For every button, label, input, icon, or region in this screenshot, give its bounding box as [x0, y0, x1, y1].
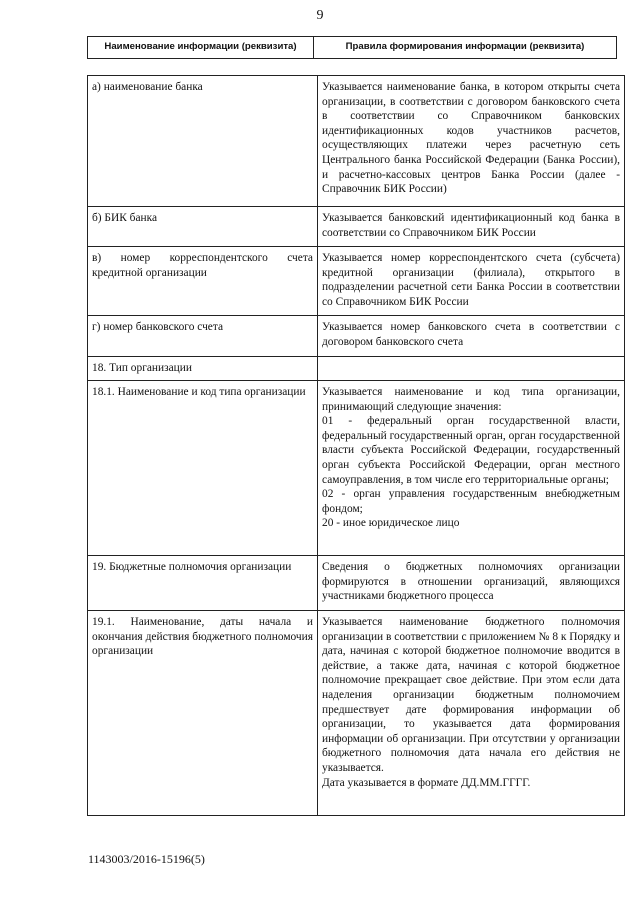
header-col-rule: Правила формирования информации (реквизита): [314, 37, 617, 59]
row-rule: Сведения о бюджетных полномочиях организации формируются в отношении организаций, являющихся участниками бюджетного процесса: [318, 556, 625, 611]
row-name: а) наименование банка: [88, 76, 318, 207]
row-name: г) номер банковского счета: [88, 316, 318, 357]
column-header-table: [87, 36, 617, 59]
row-rule: Указывается номер банковского счета в соответствии с договором банковского счета: [318, 316, 625, 357]
row-rule: Указывается наименование банка, в котором открыты счета организации, в соответствии с договором банковского счета в соответствии со Справочником банковских идентификационных кодов участников расчетов, осуществляющих платежи через расчетную сеть Центрального банка Российской Федерации (Банка России), и расчетно-кассовых центров Банка России (далее - Справочник БИК России): [318, 76, 625, 207]
row-name: 19. Бюджетные полномочия организации: [88, 556, 318, 611]
row-rule: Указывается номер корреспондентского счета (субсчета) кредитной организации (филиала), открытого в подразделении расчетной сети Банка России в соответствии со Справочником БИК России: [318, 247, 625, 316]
table-row: [88, 207, 625, 247]
row-name: 18.1. Наименование и код типа организации: [88, 381, 318, 556]
row-rule: Указывается наименование бюджетного полномочия организации в соответствии с приложением № 8 к Порядку и дата, начиная с которой бюджетное полномочие вводится в действие, а также дата, начиная с которой бюджетное полномочие прекращает свое действие. При этом если дата наделения организации бюджетным полномочием предшествует дате формирования информации об организации, то указывается дата формирования информации об организации. При отсутствии у организации бюджетного полномочия дата начала его действия не указывается. Дата указывается в формате ДД.ММ.ГГГГ.: [318, 611, 625, 816]
row-name: 19.1. Наименование, даты начала и окончания действия бюджетного полномочия организации: [88, 611, 318, 816]
row-rule: Указывается наименование и код типа организации, принимающий следующие значения: 01 - федеральный орган государственной власти, федеральный государственный орган, орган государственной власти субъекта Российской Федерации, государственный орган субъекта Российской Федерации, орган местного самоуправления, в том числе его территориальные органы; 02 - орган управления государственным внебюджетным фондом; 20 - иное юридическое лицо: [318, 381, 625, 556]
table-row: [88, 316, 625, 357]
document-code: 1143003/2016-15196(5): [88, 852, 205, 866]
table-row: [88, 76, 625, 207]
table-row: [88, 381, 625, 556]
row-rule: [318, 357, 625, 381]
page-number: 9: [316, 8, 324, 23]
row-name: 18. Тип организации: [88, 357, 318, 381]
header-col-name: Наименование информации (реквизита): [88, 37, 314, 59]
table-row: [88, 357, 625, 381]
row-rule: Указывается банковский идентификационный код банка в соответствии со Справочником БИК России: [318, 207, 625, 247]
row-name: б) БИК банка: [88, 207, 318, 247]
table-row: [88, 556, 625, 611]
requisites-table: [87, 75, 625, 816]
table-row: [88, 611, 625, 816]
row-name: в) номер корреспондентского счета кредитной организации: [88, 247, 318, 316]
table-row: [88, 247, 625, 316]
